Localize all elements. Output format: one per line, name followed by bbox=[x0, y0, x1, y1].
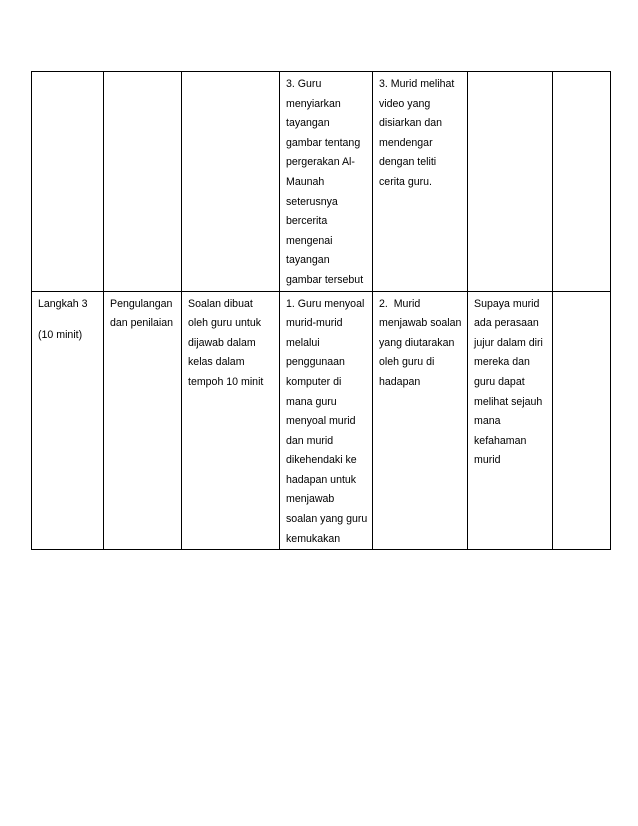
cell-text-line: hadapan bbox=[379, 375, 421, 388]
table-cell bbox=[468, 72, 553, 292]
cell-text-line: mereka dan bbox=[474, 356, 530, 369]
cell-text-line: 3. Guru bbox=[286, 78, 322, 90]
cell-text-line: disiarkan dan bbox=[379, 117, 443, 130]
cell-text-line: Pengulangan bbox=[110, 297, 173, 310]
cell-text-line: menjawab soalan bbox=[379, 317, 462, 330]
cell-text-line: penggunaan bbox=[286, 356, 345, 369]
table-cell bbox=[553, 291, 611, 550]
cell-text-line: tayangan bbox=[286, 117, 330, 130]
cell-text-line: mendengar bbox=[379, 136, 433, 149]
cell-text-line: bercerita bbox=[286, 215, 328, 228]
cell-text-line: tayangan bbox=[286, 254, 330, 267]
table-cell bbox=[280, 72, 373, 292]
cell-text-line: murid bbox=[474, 454, 501, 467]
table-cell bbox=[182, 72, 280, 292]
cell-text-line: dijawab dalam bbox=[188, 336, 256, 349]
cell-text-line: gambar tentang bbox=[286, 136, 361, 149]
cell-text-line: murid-murid bbox=[286, 317, 343, 330]
cell-text-line: menjawab bbox=[286, 493, 335, 506]
cell-text-line: Supaya murid bbox=[474, 297, 540, 310]
cell-text-line: menyoal murid bbox=[286, 415, 356, 428]
table-cell bbox=[373, 72, 468, 292]
table-cell bbox=[32, 291, 104, 550]
cell-text-line: oleh guru untuk bbox=[188, 317, 262, 330]
cell-text-line: oleh guru di bbox=[379, 356, 435, 369]
cell-text-line: seterusnya bbox=[286, 195, 338, 208]
cell-text-line: gambar tersebut bbox=[286, 273, 364, 286]
cell-text-line: Soalan dibuat bbox=[188, 297, 253, 310]
cell-text-line: hadapan untuk bbox=[286, 473, 357, 486]
cell-text-line: Maunah bbox=[286, 175, 325, 188]
table-cell bbox=[104, 291, 182, 550]
cell-text-line: mana bbox=[474, 415, 501, 428]
step-label: Langkah 3 bbox=[38, 297, 88, 310]
table-cell bbox=[553, 72, 611, 292]
cell-text-line: melalui bbox=[286, 336, 320, 349]
table-row bbox=[32, 72, 611, 292]
cell-text-line: mengenai bbox=[286, 234, 333, 247]
cell-text-line: melihat sejauh bbox=[474, 395, 543, 408]
cell-text-line: kemukakan bbox=[286, 532, 341, 545]
cell-text-line: 2. Murid bbox=[379, 297, 421, 310]
cell-text-line: yang diutarakan bbox=[379, 336, 455, 349]
cell-text-line: video yang bbox=[379, 97, 431, 110]
cell-text-line: kefahaman bbox=[474, 434, 527, 447]
cell-text-line: menyiarkan bbox=[286, 97, 341, 110]
cell-text-line: guru dapat bbox=[474, 375, 525, 388]
cell-text-line: cerita guru. bbox=[379, 175, 432, 188]
cell-text-line: dan murid bbox=[286, 434, 334, 447]
cell-text-line: pergerakan Al- bbox=[286, 156, 355, 169]
cell-text-line: ada perasaan bbox=[474, 317, 539, 330]
table-cell bbox=[280, 291, 373, 550]
cell-text-line: dikehendaki ke bbox=[286, 454, 357, 467]
cell-text-line: soalan yang guru bbox=[286, 513, 368, 526]
table-cell bbox=[468, 291, 553, 550]
cell-text-line: tempoh 10 minit bbox=[188, 375, 264, 388]
table-cell bbox=[104, 72, 182, 292]
cell-text-line: 1. Guru menyoal bbox=[286, 297, 365, 310]
cell-text-line: mana guru bbox=[286, 395, 337, 408]
table-cell bbox=[32, 72, 104, 292]
cell-text-line: komputer di bbox=[286, 375, 342, 388]
cell-text-line: kelas dalam bbox=[188, 356, 245, 369]
cell-text-line: 3. Murid melihat bbox=[379, 78, 455, 90]
lesson-plan-table bbox=[31, 71, 611, 550]
cell-text-line: jujur dalam diri bbox=[474, 336, 543, 349]
table-cell bbox=[182, 291, 280, 550]
cell-text-line: dengan teliti bbox=[379, 156, 437, 169]
table-row bbox=[32, 291, 611, 550]
step-duration: (10 minit) bbox=[38, 329, 83, 342]
table-cell bbox=[373, 291, 468, 550]
cell-text-line: dan penilaian bbox=[110, 317, 174, 330]
